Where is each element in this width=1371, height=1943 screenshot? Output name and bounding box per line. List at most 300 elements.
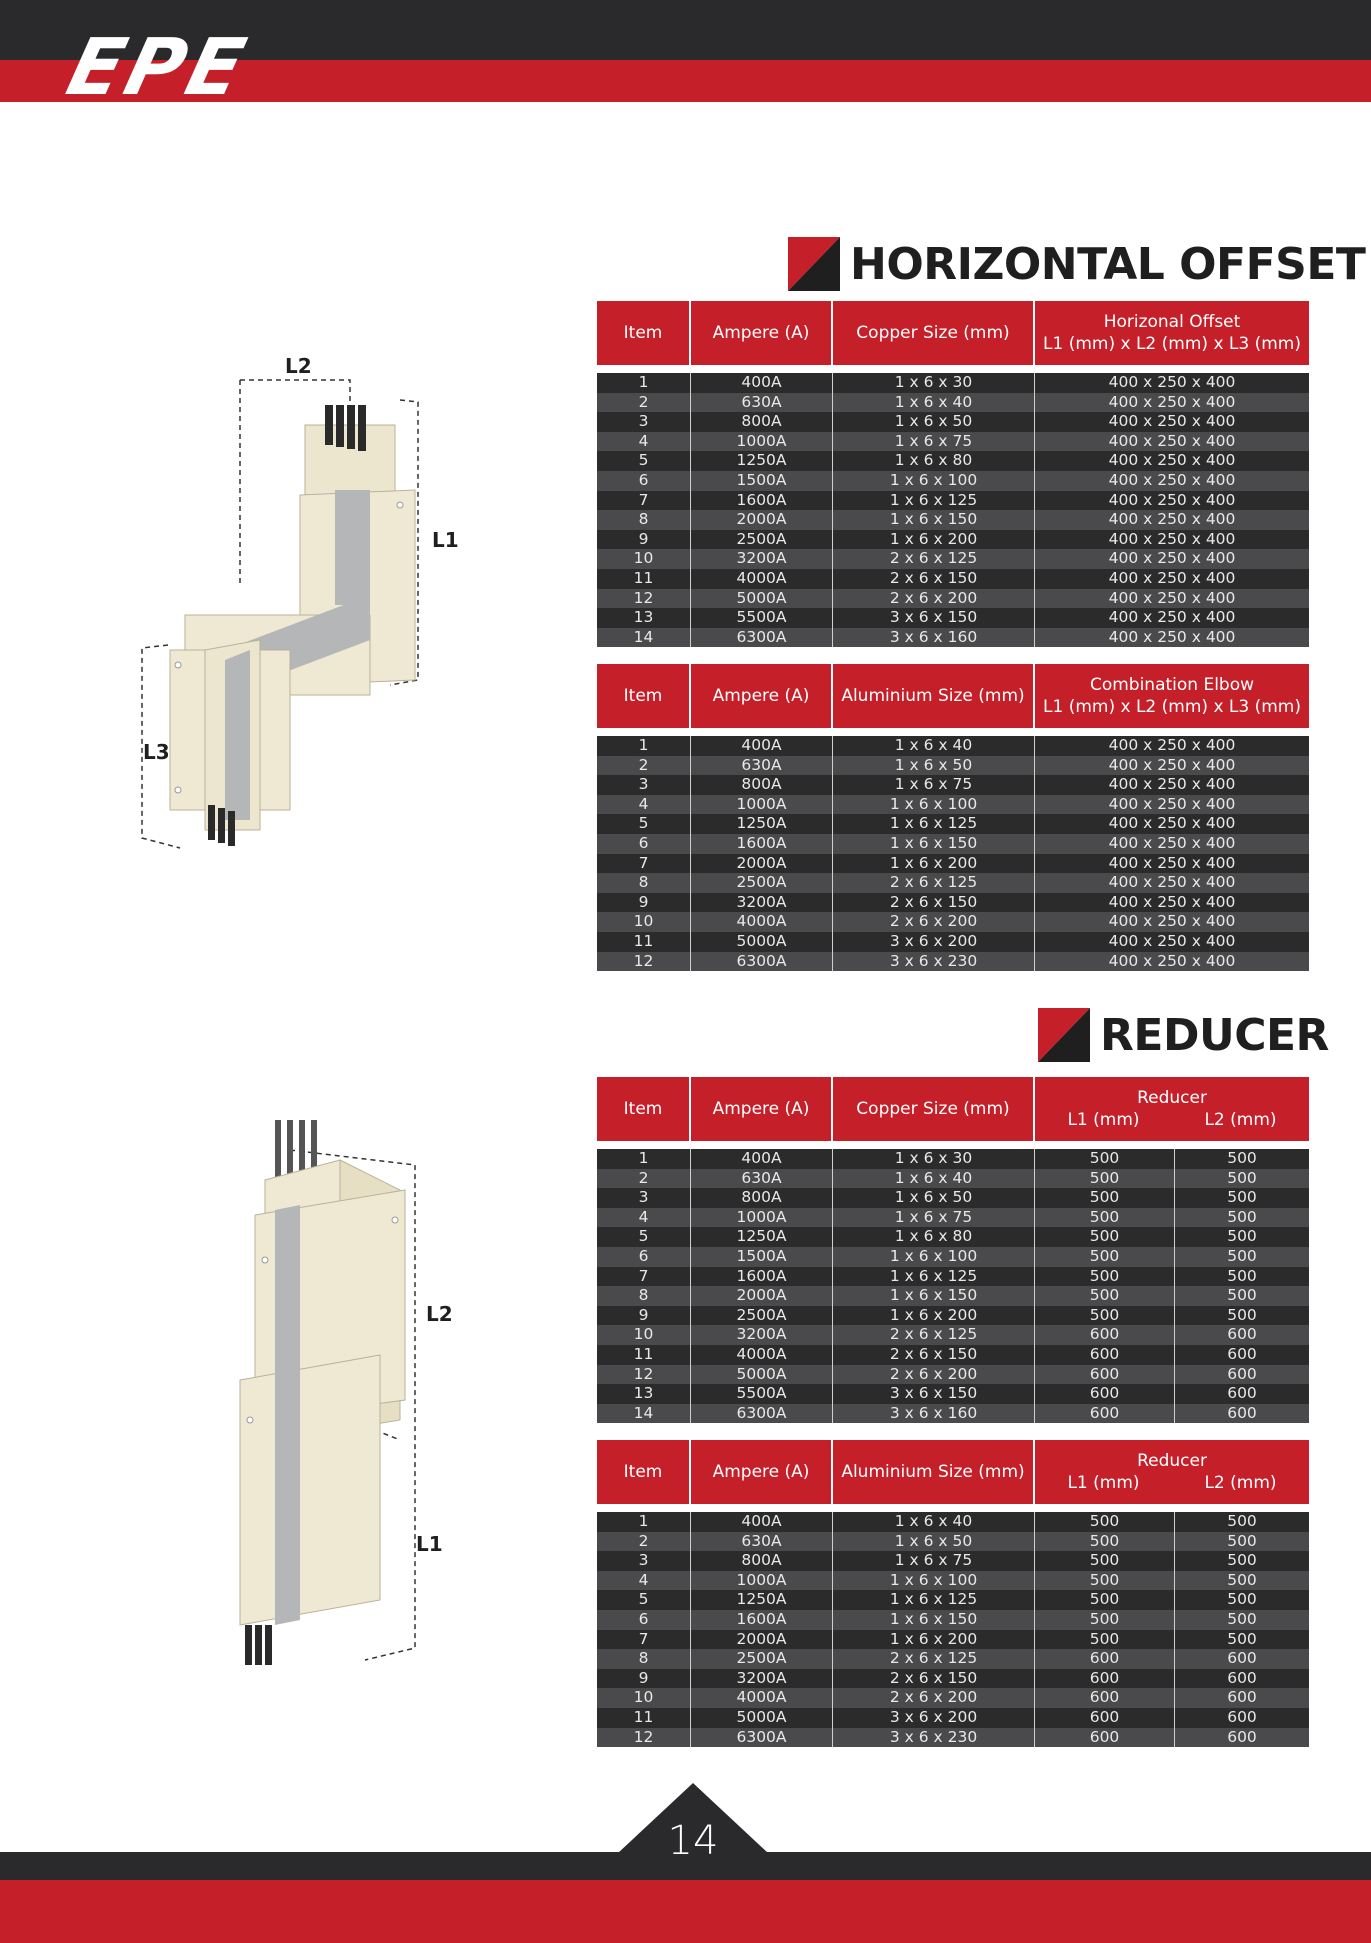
- cell-l2: 500: [1227, 1149, 1257, 1167]
- table-header: [597, 664, 1309, 728]
- cell-dimensions: 400 x 250 x 400: [1108, 431, 1236, 450]
- table-row: [597, 795, 1309, 815]
- cell-item: 14: [597, 628, 691, 648]
- cell-dimensions: 400 x 250 x 400: [1108, 470, 1236, 489]
- cell-item: 12: [597, 1365, 691, 1385]
- cell-ampere: 4000A: [691, 912, 833, 932]
- table-row: [597, 1169, 1309, 1189]
- cell-ampere: 2500A: [691, 530, 833, 550]
- header-reducer: [1035, 1440, 1309, 1504]
- header-dimensions-units: L1 (mm) x L2 (mm) x L3 (mm): [1043, 697, 1301, 717]
- table-row: [597, 1267, 1309, 1287]
- cell-item: 5: [597, 814, 691, 834]
- cell-l1: 600: [1035, 1345, 1175, 1365]
- cell-l1: 500: [1035, 1208, 1175, 1228]
- cell-ampere: 5000A: [691, 1708, 833, 1728]
- table-row: [597, 608, 1309, 628]
- cell-l1: 600: [1035, 1688, 1175, 1708]
- cell-size: 1 x 6 x 80: [833, 451, 1035, 471]
- table-row: [597, 1404, 1309, 1424]
- dimension-label-l2: L2: [285, 354, 312, 378]
- cell-size: 1 x 6 x 200: [833, 530, 1035, 550]
- cell-item: 14: [597, 1404, 691, 1424]
- cell-ampere: 400A: [691, 1512, 833, 1532]
- cell-ampere: 2500A: [691, 873, 833, 893]
- cell-size: 2 x 6 x 150: [833, 1345, 1035, 1365]
- dimension-label-l1: L1: [416, 1532, 443, 1556]
- cell-size: 3 x 6 x 150: [833, 1384, 1035, 1404]
- cell-ampere: 1250A: [691, 814, 833, 834]
- cell-size: 1 x 6 x 150: [833, 510, 1035, 530]
- section-mark-icon: [1038, 1008, 1090, 1062]
- cell-size: 1 x 6 x 200: [833, 1630, 1035, 1650]
- cell-dimensions: 400 x 250 x 400: [1108, 568, 1236, 587]
- cell-item: 3: [597, 775, 691, 795]
- cell-size: 2 x 6 x 150: [833, 569, 1035, 589]
- table-row: [597, 1227, 1309, 1247]
- brand-logo: [58, 23, 340, 113]
- cell-l1: 500: [1035, 1512, 1175, 1532]
- cell-dimensions: 400 x 250 x 400: [1108, 873, 1236, 892]
- cell-ampere: 800A: [691, 1188, 833, 1208]
- footer-band-red: [0, 1880, 1371, 1943]
- header-size: Aluminium Size (mm): [833, 664, 1035, 728]
- header-item: Item: [597, 301, 691, 365]
- cell-ampere: 400A: [691, 736, 833, 756]
- table-row: [597, 1345, 1309, 1365]
- cell-item: 3: [597, 1551, 691, 1571]
- header-l1: L1 (mm): [1067, 1110, 1140, 1130]
- cell-size: 2 x 6 x 200: [833, 912, 1035, 932]
- table-row: [597, 1708, 1309, 1728]
- cell-l2: 600: [1227, 1727, 1257, 1746]
- cell-ampere: 1500A: [691, 471, 833, 491]
- cell-size: 1 x 6 x 100: [833, 1247, 1035, 1267]
- cell-size: 2 x 6 x 125: [833, 549, 1035, 569]
- cell-l1: 500: [1035, 1590, 1175, 1610]
- cell-item: 7: [597, 1630, 691, 1650]
- cell-l1: 500: [1035, 1169, 1175, 1189]
- cell-ampere: 1500A: [691, 1247, 833, 1267]
- cell-size: 2 x 6 x 125: [833, 1649, 1035, 1669]
- cell-size: 3 x 6 x 200: [833, 932, 1035, 952]
- header-item: Item: [597, 1440, 691, 1504]
- cell-item: 8: [597, 510, 691, 530]
- table-row: [597, 412, 1309, 432]
- cell-ampere: 630A: [691, 1169, 833, 1189]
- cell-ampere: 4000A: [691, 1688, 833, 1708]
- cell-item: 1: [597, 1149, 691, 1169]
- dimension-label-l3: L3: [143, 740, 170, 764]
- cell-l2: 600: [1227, 1707, 1257, 1726]
- cell-item: 12: [597, 589, 691, 609]
- table-row: [597, 1188, 1309, 1208]
- cell-l2: 500: [1227, 1188, 1257, 1207]
- cell-ampere: 630A: [691, 393, 833, 413]
- table-row: [597, 451, 1309, 471]
- cell-dimensions: 400 x 250 x 400: [1108, 490, 1236, 509]
- table-row: [597, 873, 1309, 893]
- header-item: Item: [597, 1077, 691, 1141]
- cell-item: 6: [597, 471, 691, 491]
- cell-item: 3: [597, 1188, 691, 1208]
- table-row: [597, 393, 1309, 413]
- cell-l2: 600: [1227, 1688, 1257, 1707]
- table-aluminium-combination-elbow: [597, 664, 1309, 971]
- cell-ampere: 800A: [691, 775, 833, 795]
- cell-item: 9: [597, 893, 691, 913]
- cell-size: 1 x 6 x 125: [833, 491, 1035, 511]
- table-row: [597, 373, 1309, 393]
- cell-size: 2 x 6 x 200: [833, 1365, 1035, 1385]
- cell-size: 1 x 6 x 150: [833, 1610, 1035, 1630]
- cell-ampere: 1600A: [691, 491, 833, 511]
- table-row: [597, 1630, 1309, 1650]
- section-title-text: REDUCER: [1100, 1009, 1329, 1061]
- cell-size: 1 x 6 x 100: [833, 795, 1035, 815]
- cell-item: 11: [597, 569, 691, 589]
- cell-dimensions: 400 x 250 x 400: [1108, 853, 1236, 872]
- cell-l2: 600: [1227, 1668, 1257, 1687]
- cell-ampere: 630A: [691, 1532, 833, 1552]
- cell-ampere: 2000A: [691, 1630, 833, 1650]
- cell-l2: 500: [1227, 1609, 1257, 1628]
- cell-l1: 500: [1035, 1188, 1175, 1208]
- table-body: [597, 373, 1309, 647]
- cell-l1: 500: [1035, 1610, 1175, 1630]
- cell-l2: 500: [1227, 1551, 1257, 1570]
- cell-item: 7: [597, 854, 691, 874]
- table-row: [597, 1728, 1309, 1748]
- table-row: [597, 471, 1309, 491]
- cell-l1: 600: [1035, 1728, 1175, 1748]
- cell-ampere: 5000A: [691, 932, 833, 952]
- cell-l1: 500: [1035, 1532, 1175, 1552]
- cell-item: 13: [597, 1384, 691, 1404]
- header-item: Item: [597, 664, 691, 728]
- cell-size: 3 x 6 x 230: [833, 952, 1035, 972]
- cell-l1: 600: [1035, 1365, 1175, 1385]
- cell-size: 1 x 6 x 40: [833, 1169, 1035, 1189]
- cell-item: 10: [597, 912, 691, 932]
- header-ampere: Ampere (A): [691, 664, 833, 728]
- cell-item: 1: [597, 373, 691, 393]
- cell-l2: 600: [1227, 1649, 1257, 1668]
- cell-size: 1 x 6 x 75: [833, 432, 1035, 452]
- cell-size: 2 x 6 x 200: [833, 589, 1035, 609]
- cell-l1: 600: [1035, 1404, 1175, 1424]
- cell-item: 11: [597, 1708, 691, 1728]
- section-title-text: HORIZONTAL OFFSET: [850, 238, 1366, 290]
- cell-ampere: 1250A: [691, 451, 833, 471]
- header-ampere: Ampere (A): [691, 301, 833, 365]
- cell-dimensions: 400 x 250 x 400: [1108, 373, 1236, 391]
- header-dimensions-units: L1 (mm) x L2 (mm) x L3 (mm): [1043, 334, 1301, 354]
- table-row: [597, 569, 1309, 589]
- cell-l2: 500: [1227, 1590, 1257, 1609]
- cell-size: 1 x 6 x 50: [833, 1188, 1035, 1208]
- cell-ampere: 1000A: [691, 1571, 833, 1591]
- cell-size: 2 x 6 x 125: [833, 1325, 1035, 1345]
- table-row: [597, 1247, 1309, 1267]
- cell-dimensions: 400 x 250 x 400: [1108, 588, 1236, 607]
- cell-dimensions: 400 x 250 x 400: [1108, 392, 1236, 411]
- table-row: [597, 814, 1309, 834]
- table-row: [597, 1384, 1309, 1404]
- header-size: Aluminium Size (mm): [833, 1440, 1035, 1504]
- cell-item: 13: [597, 608, 691, 628]
- table-header: [597, 301, 1309, 365]
- cell-ampere: 1000A: [691, 795, 833, 815]
- table-row: [597, 510, 1309, 530]
- cell-size: 2 x 6 x 200: [833, 1688, 1035, 1708]
- cell-ampere: 630A: [691, 756, 833, 776]
- cell-dimensions: 400 x 250 x 400: [1108, 736, 1236, 754]
- cell-item: 2: [597, 393, 691, 413]
- cell-item: 2: [597, 756, 691, 776]
- cell-ampere: 1600A: [691, 1610, 833, 1630]
- dimension-label-l2: L2: [426, 1302, 453, 1326]
- cell-item: 4: [597, 432, 691, 452]
- cell-item: 12: [597, 1728, 691, 1748]
- cell-dimensions: 400 x 250 x 400: [1108, 794, 1236, 813]
- cell-ampere: 2500A: [691, 1306, 833, 1326]
- cell-size: 3 x 6 x 150: [833, 608, 1035, 628]
- cell-size: 2 x 6 x 125: [833, 873, 1035, 893]
- cell-dimensions: 400 x 250 x 400: [1108, 775, 1236, 794]
- cell-ampere: 5500A: [691, 1384, 833, 1404]
- cell-size: 1 x 6 x 75: [833, 1208, 1035, 1228]
- cell-l2: 600: [1227, 1325, 1257, 1344]
- cell-ampere: 6300A: [691, 628, 833, 648]
- cell-ampere: 2000A: [691, 854, 833, 874]
- cell-l1: 500: [1035, 1551, 1175, 1571]
- cell-l1: 500: [1035, 1247, 1175, 1267]
- header-size: Copper Size (mm): [833, 301, 1035, 365]
- cell-item: 7: [597, 491, 691, 511]
- cell-size: 3 x 6 x 200: [833, 1708, 1035, 1728]
- cell-l2: 500: [1227, 1168, 1257, 1187]
- table-copper-reducer: [597, 1077, 1309, 1423]
- table-row: [597, 1649, 1309, 1669]
- cell-ampere: 1250A: [691, 1227, 833, 1247]
- cell-item: 11: [597, 1345, 691, 1365]
- table-row: [597, 1551, 1309, 1571]
- cell-item: 7: [597, 1267, 691, 1287]
- cell-l2: 600: [1227, 1344, 1257, 1363]
- cell-size: 1 x 6 x 200: [833, 854, 1035, 874]
- cell-l2: 600: [1227, 1384, 1257, 1403]
- cell-size: 1 x 6 x 75: [833, 1551, 1035, 1571]
- cell-l1: 600: [1035, 1384, 1175, 1404]
- cell-size: 1 x 6 x 200: [833, 1306, 1035, 1326]
- cell-ampere: 6300A: [691, 1728, 833, 1748]
- table-row: [597, 432, 1309, 452]
- cell-item: 6: [597, 834, 691, 854]
- reducer-drawing: [195, 1120, 435, 1670]
- cell-l1: 500: [1035, 1286, 1175, 1306]
- table-row: [597, 1532, 1309, 1552]
- cell-size: 1 x 6 x 100: [833, 1571, 1035, 1591]
- cell-l2: 500: [1227, 1207, 1257, 1226]
- table-row: [597, 1571, 1309, 1591]
- table-row: [597, 491, 1309, 511]
- cell-ampere: 3200A: [691, 1325, 833, 1345]
- table-row: [597, 854, 1309, 874]
- cell-dimensions: 400 x 250 x 400: [1108, 951, 1236, 970]
- table-body: [597, 736, 1309, 971]
- header-dimensions: [1035, 301, 1309, 365]
- table-row: [597, 1688, 1309, 1708]
- cell-l2: 500: [1227, 1227, 1257, 1246]
- table-row: [597, 1512, 1309, 1532]
- cell-item: 5: [597, 1227, 691, 1247]
- cell-size: 1 x 6 x 125: [833, 814, 1035, 834]
- header-dimensions-title: Horizonal Offset: [1103, 312, 1241, 332]
- header-reducer-title: Reducer: [1137, 1088, 1207, 1108]
- cell-item: 6: [597, 1247, 691, 1267]
- cell-l2: 500: [1227, 1512, 1257, 1530]
- cell-item: 2: [597, 1169, 691, 1189]
- cell-size: 3 x 6 x 160: [833, 1404, 1035, 1424]
- cell-size: 1 x 6 x 150: [833, 834, 1035, 854]
- table-row: [597, 736, 1309, 756]
- cell-ampere: 4000A: [691, 569, 833, 589]
- table-row: [597, 1306, 1309, 1326]
- cell-item: 11: [597, 932, 691, 952]
- cell-item: 4: [597, 1208, 691, 1228]
- cell-size: 1 x 6 x 40: [833, 1512, 1035, 1532]
- cell-dimensions: 400 x 250 x 400: [1108, 412, 1236, 431]
- cell-item: 10: [597, 549, 691, 569]
- cell-dimensions: 400 x 250 x 400: [1108, 912, 1236, 931]
- cell-dimensions: 400 x 250 x 400: [1108, 510, 1236, 529]
- cell-l1: 600: [1035, 1669, 1175, 1689]
- cell-dimensions: 400 x 250 x 400: [1108, 755, 1236, 774]
- table-row: [597, 530, 1309, 550]
- header-ampere: Ampere (A): [691, 1077, 833, 1141]
- cell-size: 1 x 6 x 40: [833, 393, 1035, 413]
- cell-item: 10: [597, 1688, 691, 1708]
- cell-l2: 600: [1227, 1403, 1257, 1422]
- table-row: [597, 756, 1309, 776]
- cell-ampere: 400A: [691, 373, 833, 393]
- cell-item: 9: [597, 1669, 691, 1689]
- cell-item: 4: [597, 795, 691, 815]
- table-row: [597, 952, 1309, 972]
- cell-ampere: 5000A: [691, 1365, 833, 1385]
- cell-l1: 500: [1035, 1306, 1175, 1326]
- cell-ampere: 2000A: [691, 1286, 833, 1306]
- table-row: [597, 1286, 1309, 1306]
- cell-dimensions: 400 x 250 x 400: [1108, 814, 1236, 833]
- cell-l2: 500: [1227, 1629, 1257, 1648]
- header-ampere: Ampere (A): [691, 1440, 833, 1504]
- cell-item: 6: [597, 1610, 691, 1630]
- cell-item: 5: [597, 451, 691, 471]
- table-row: [597, 775, 1309, 795]
- cell-dimensions: 400 x 250 x 400: [1108, 892, 1236, 911]
- header-l2: L2 (mm): [1204, 1473, 1277, 1493]
- table-header: [597, 1077, 1309, 1141]
- cell-l1: 500: [1035, 1149, 1175, 1169]
- cell-ampere: 3200A: [691, 893, 833, 913]
- cell-l2: 500: [1227, 1305, 1257, 1324]
- table-row: [597, 1610, 1309, 1630]
- table-aluminium-reducer: [597, 1440, 1309, 1747]
- header-dimensions-title: Combination Elbow: [1089, 675, 1255, 695]
- table-header: [597, 1440, 1309, 1504]
- cell-size: 1 x 6 x 100: [833, 471, 1035, 491]
- cell-size: 3 x 6 x 230: [833, 1728, 1035, 1748]
- cell-dimensions: 400 x 250 x 400: [1108, 549, 1236, 568]
- cell-item: 4: [597, 1571, 691, 1591]
- cell-size: 1 x 6 x 125: [833, 1590, 1035, 1610]
- cell-dimensions: 400 x 250 x 400: [1108, 529, 1236, 548]
- cell-ampere: 5500A: [691, 608, 833, 628]
- cell-ampere: 800A: [691, 412, 833, 432]
- cell-ampere: 6300A: [691, 952, 833, 972]
- cell-item: 3: [597, 412, 691, 432]
- cell-l1: 600: [1035, 1708, 1175, 1728]
- cell-l1: 500: [1035, 1571, 1175, 1591]
- cell-ampere: 6300A: [691, 1404, 833, 1424]
- horizontal-offset-drawing: [130, 350, 460, 870]
- cell-dimensions: 400 x 250 x 400: [1108, 931, 1236, 950]
- table-row: [597, 589, 1309, 609]
- cell-l1: 500: [1035, 1267, 1175, 1287]
- page-number: 14: [667, 1818, 719, 1864]
- table-row: [597, 1325, 1309, 1345]
- cell-size: 1 x 6 x 80: [833, 1227, 1035, 1247]
- cell-l2: 500: [1227, 1531, 1257, 1550]
- cell-ampere: 3200A: [691, 1669, 833, 1689]
- cell-l1: 600: [1035, 1649, 1175, 1669]
- cell-ampere: 5000A: [691, 589, 833, 609]
- cell-ampere: 1600A: [691, 1267, 833, 1287]
- table-row: [597, 932, 1309, 952]
- header-reducer-title: Reducer: [1137, 1451, 1207, 1471]
- cell-size: 2 x 6 x 150: [833, 1669, 1035, 1689]
- cell-dimensions: 400 x 250 x 400: [1108, 833, 1236, 852]
- cell-item: 1: [597, 1512, 691, 1532]
- table-row: [597, 628, 1309, 648]
- cell-size: 1 x 6 x 75: [833, 775, 1035, 795]
- table-row: [597, 834, 1309, 854]
- cell-item: 5: [597, 1590, 691, 1610]
- cell-l1: 600: [1035, 1325, 1175, 1345]
- header-reducer: [1035, 1077, 1309, 1141]
- cell-ampere: 4000A: [691, 1345, 833, 1365]
- table-row: [597, 893, 1309, 913]
- cell-l1: 500: [1035, 1630, 1175, 1650]
- cell-l1: 500: [1035, 1227, 1175, 1247]
- cell-size: 1 x 6 x 125: [833, 1267, 1035, 1287]
- cell-ampere: 800A: [691, 1551, 833, 1571]
- cell-size: 1 x 6 x 50: [833, 412, 1035, 432]
- cell-item: 8: [597, 873, 691, 893]
- cell-l2: 500: [1227, 1286, 1257, 1305]
- cell-ampere: 1600A: [691, 834, 833, 854]
- section-title-horizontal-offset: [788, 237, 1365, 291]
- cell-item: 9: [597, 530, 691, 550]
- table-row: [597, 1669, 1309, 1689]
- cell-l2: 600: [1227, 1364, 1257, 1383]
- section-title-reducer: [1038, 1008, 1329, 1062]
- header-dimensions: [1035, 664, 1309, 728]
- cell-ampere: 1250A: [691, 1590, 833, 1610]
- header-size: Copper Size (mm): [833, 1077, 1035, 1141]
